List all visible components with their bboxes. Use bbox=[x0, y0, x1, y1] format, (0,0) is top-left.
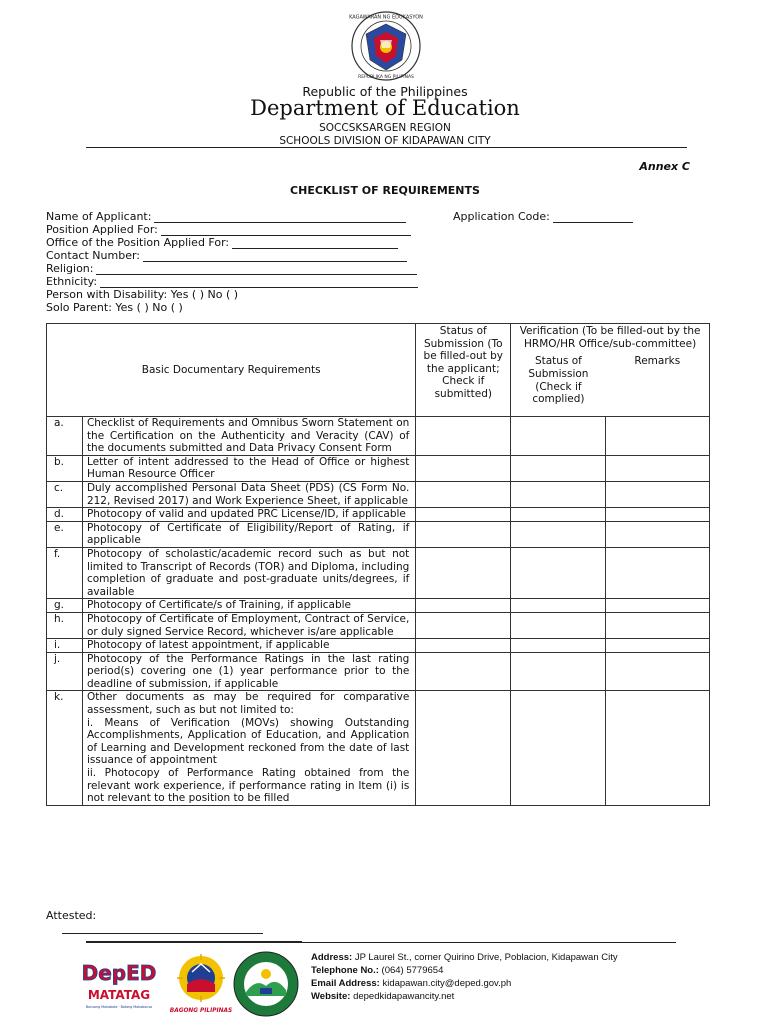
row-letter: i. bbox=[47, 639, 83, 653]
signature-line[interactable] bbox=[62, 933, 263, 934]
fill-line[interactable] bbox=[553, 212, 633, 223]
website-label: Website: bbox=[311, 991, 351, 1002]
department-title: Department of Education bbox=[250, 96, 520, 120]
row-description: Letter of intent addressed to the Head of Office or highest Human Resource Officer bbox=[82, 455, 415, 481]
footer-website bbox=[311, 991, 454, 1002]
svg-text:KAGAWARAN NG EDUKASYON: KAGAWARAN NG EDUKASYON bbox=[349, 14, 423, 21]
deped-seal-logo bbox=[336, 10, 436, 82]
bagong-pilipinas-wordmark: BAGONG PILIPINAS bbox=[170, 1008, 232, 1014]
deped-matatag-logo bbox=[82, 954, 156, 1016]
header-status-of-submission: Status of Submission (To be filled-out by the applicant; Check if submitted) bbox=[416, 324, 511, 417]
row-letter: b. bbox=[47, 455, 83, 481]
field-ethnicity[interactable] bbox=[46, 275, 418, 288]
division-line: SCHOOLS DIVISION OF KIDAPAWAN CITY bbox=[279, 135, 491, 147]
row-letter: d. bbox=[47, 508, 83, 522]
remarks-cell[interactable] bbox=[606, 691, 710, 805]
field-label: Position Applied For: bbox=[46, 223, 158, 236]
row-description: Photocopy of valid and updated PRC License/ID, if applicable bbox=[82, 508, 415, 522]
remarks-cell[interactable] bbox=[606, 612, 710, 638]
status-checkbox-cell[interactable] bbox=[416, 417, 511, 456]
fill-line[interactable] bbox=[100, 277, 418, 288]
field-position-applied[interactable] bbox=[46, 223, 411, 236]
row-letter: g. bbox=[47, 599, 83, 613]
remarks-cell[interactable] bbox=[606, 481, 710, 507]
deped-wordmark: DepED bbox=[82, 961, 156, 985]
row-description: Photocopy of latest appointment, if applicable bbox=[82, 639, 415, 653]
verification-status-cell[interactable] bbox=[511, 508, 606, 522]
verification-status-cell[interactable] bbox=[511, 547, 606, 598]
verification-status-cell[interactable] bbox=[511, 639, 606, 653]
field-label: Contact Number: bbox=[46, 249, 140, 262]
verification-status-cell[interactable] bbox=[511, 521, 606, 547]
table-row bbox=[47, 599, 710, 613]
table-row bbox=[47, 508, 710, 522]
row-letter: j. bbox=[47, 652, 83, 691]
pwd-line[interactable]: Person with Disability: Yes ( ) No ( ) bbox=[46, 288, 239, 301]
address-value: JP Laurel St., corner Quirino Drive, Poblacion, Kidapawan City bbox=[354, 952, 618, 963]
status-checkbox-cell[interactable] bbox=[416, 455, 511, 481]
remarks-cell[interactable] bbox=[606, 652, 710, 691]
status-checkbox-cell[interactable] bbox=[416, 508, 511, 522]
table-row bbox=[47, 652, 710, 691]
status-checkbox-cell[interactable] bbox=[416, 691, 511, 805]
table-row bbox=[47, 417, 710, 456]
row-description: Photocopy of Certificate/s of Training, if applicable bbox=[82, 599, 415, 613]
remarks-cell[interactable] bbox=[606, 417, 710, 456]
footer-telephone bbox=[311, 965, 443, 976]
header-verification-status: Status of Submission (Check if complied) bbox=[511, 355, 606, 416]
row-description: Photocopy of Certificate of Employment, Contract of Service, or duly signed Service Record, whichever is/are applicable bbox=[82, 612, 415, 638]
field-office-of-position[interactable] bbox=[46, 236, 398, 249]
table-row bbox=[47, 521, 710, 547]
email-label: Email Address: bbox=[311, 978, 380, 989]
remarks-cell[interactable] bbox=[606, 455, 710, 481]
fill-line[interactable] bbox=[161, 225, 411, 236]
remarks-cell[interactable] bbox=[606, 599, 710, 613]
row-description: Checklist of Requirements and Omnibus Sworn Statement on the Certification on the Authenticity and Veracity (CAV) of the documents submitted and Data Privacy Consent Form bbox=[82, 417, 415, 456]
remarks-cell[interactable] bbox=[606, 521, 710, 547]
field-label: Ethnicity: bbox=[46, 275, 98, 288]
remarks-cell[interactable] bbox=[606, 508, 710, 522]
bagong-pilipinas-logo bbox=[170, 952, 232, 1016]
verification-status-cell[interactable] bbox=[511, 652, 606, 691]
verification-status-cell[interactable] bbox=[511, 481, 606, 507]
status-checkbox-cell[interactable] bbox=[416, 481, 511, 507]
row-description bbox=[82, 691, 415, 805]
field-religion[interactable] bbox=[46, 262, 417, 275]
field-name-of-applicant[interactable] bbox=[46, 210, 406, 223]
row-description: Photocopy of the Performance Ratings in the last rating period(s) covering one (1) year performance prior to the deadline of submission, if applicable bbox=[82, 652, 415, 691]
table-row bbox=[47, 547, 710, 598]
fill-line[interactable] bbox=[96, 264, 417, 275]
requirements-table bbox=[46, 323, 710, 806]
row-description: Duly accomplished Personal Data Sheet (PDS) (CS Form No. 212, Revised 2017) and Work Experience Sheet, if applicable bbox=[82, 481, 415, 507]
annex-label: Annex C bbox=[639, 160, 690, 173]
status-checkbox-cell[interactable] bbox=[416, 612, 511, 638]
address-label: Address: bbox=[311, 952, 353, 963]
document-title: CHECKLIST OF REQUIREMENTS bbox=[290, 184, 480, 197]
matatag-tagline: Bansang Makabata · Batang Makabansa bbox=[85, 1005, 153, 1009]
row-description: Photocopy of scholastic/academic record such as but not limited to Transcript of Records (TOR) and Diploma, including completion of graduate and post-graduate units/degrees, if available bbox=[82, 547, 415, 598]
header-divider bbox=[86, 147, 687, 148]
row-letter: e. bbox=[47, 521, 83, 547]
status-checkbox-cell[interactable] bbox=[416, 521, 511, 547]
footer-divider-accent bbox=[86, 941, 302, 943]
verification-status-cell[interactable] bbox=[511, 599, 606, 613]
fill-line[interactable] bbox=[154, 212, 406, 223]
fill-line[interactable] bbox=[232, 238, 398, 249]
field-application-code[interactable] bbox=[453, 210, 633, 223]
republic-line: Republic of the Philippines bbox=[302, 84, 468, 99]
footer-address bbox=[311, 952, 618, 963]
row-sub-item: ii. Photocopy of Performance Rating obtained from the relevant work experience, if performance rating in Item (i) is not relevant to the position to be filled bbox=[86, 767, 410, 805]
row-letter: c. bbox=[47, 481, 83, 507]
matatag-wordmark: MATATAG bbox=[87, 988, 151, 1002]
solo-parent-line[interactable]: Solo Parent: Yes ( ) No ( ) bbox=[46, 301, 183, 314]
telephone-label: Telephone No.: bbox=[311, 965, 379, 976]
svg-text:REPUBLIKA NG PILIPINAS: REPUBLIKA NG PILIPINAS bbox=[358, 75, 414, 80]
field-label: Application Code: bbox=[453, 210, 550, 223]
header-remarks: Remarks bbox=[606, 355, 710, 416]
verification-status-cell[interactable] bbox=[511, 691, 606, 805]
remarks-cell[interactable] bbox=[606, 547, 710, 598]
attested-label: Attested: bbox=[46, 909, 97, 922]
header-verification: Verification (To be filled-out by the HRMO/HR Office/sub-committee) bbox=[511, 324, 710, 356]
table-row bbox=[47, 691, 710, 805]
division-seal-logo bbox=[232, 950, 300, 1018]
status-checkbox-cell[interactable] bbox=[416, 599, 511, 613]
row-letter: h. bbox=[47, 612, 83, 638]
status-checkbox-cell[interactable] bbox=[416, 639, 511, 653]
table-row bbox=[47, 612, 710, 638]
row-description: Photocopy of Certificate of Eligibility/Report of Rating, if applicable bbox=[82, 521, 415, 547]
row-description-main: Other documents as may be required for comparative assessment, such as but not limited to: bbox=[86, 691, 410, 717]
row-sub-item: i. Means of Verification (MOVs) showing Outstanding Accomplishments, Application of Education, and Application of Learning and Development reckoned from the date of last issuance of appointment bbox=[86, 716, 410, 767]
status-checkbox-cell[interactable] bbox=[416, 652, 511, 691]
field-label: Office of the Position Applied For: bbox=[46, 236, 230, 249]
row-letter: k. bbox=[47, 691, 83, 805]
remarks-cell[interactable] bbox=[606, 639, 710, 653]
table-row bbox=[47, 481, 710, 507]
table-row bbox=[47, 639, 710, 653]
verification-status-cell[interactable] bbox=[511, 612, 606, 638]
website-value[interactable]: depedkidapawancity.net bbox=[353, 991, 455, 1002]
verification-status-cell[interactable] bbox=[511, 417, 606, 456]
field-label: Name of Applicant: bbox=[46, 210, 152, 223]
footer-email bbox=[311, 978, 511, 989]
telephone-value: (064) 5779654 bbox=[381, 965, 444, 976]
header-basic-requirements: Basic Documentary Requirements bbox=[47, 324, 416, 417]
table-row bbox=[47, 455, 710, 481]
row-letter: f. bbox=[47, 547, 83, 598]
field-contact-number[interactable] bbox=[46, 249, 407, 262]
status-checkbox-cell[interactable] bbox=[416, 547, 511, 598]
region-line: SOCCSKSARGEN REGION bbox=[319, 122, 451, 134]
fill-line[interactable] bbox=[143, 251, 407, 262]
verification-status-cell[interactable] bbox=[511, 455, 606, 481]
row-letter: a. bbox=[47, 417, 83, 456]
email-value[interactable]: kidapawan.city@deped.gov.ph bbox=[382, 978, 512, 989]
field-label: Religion: bbox=[46, 262, 94, 275]
